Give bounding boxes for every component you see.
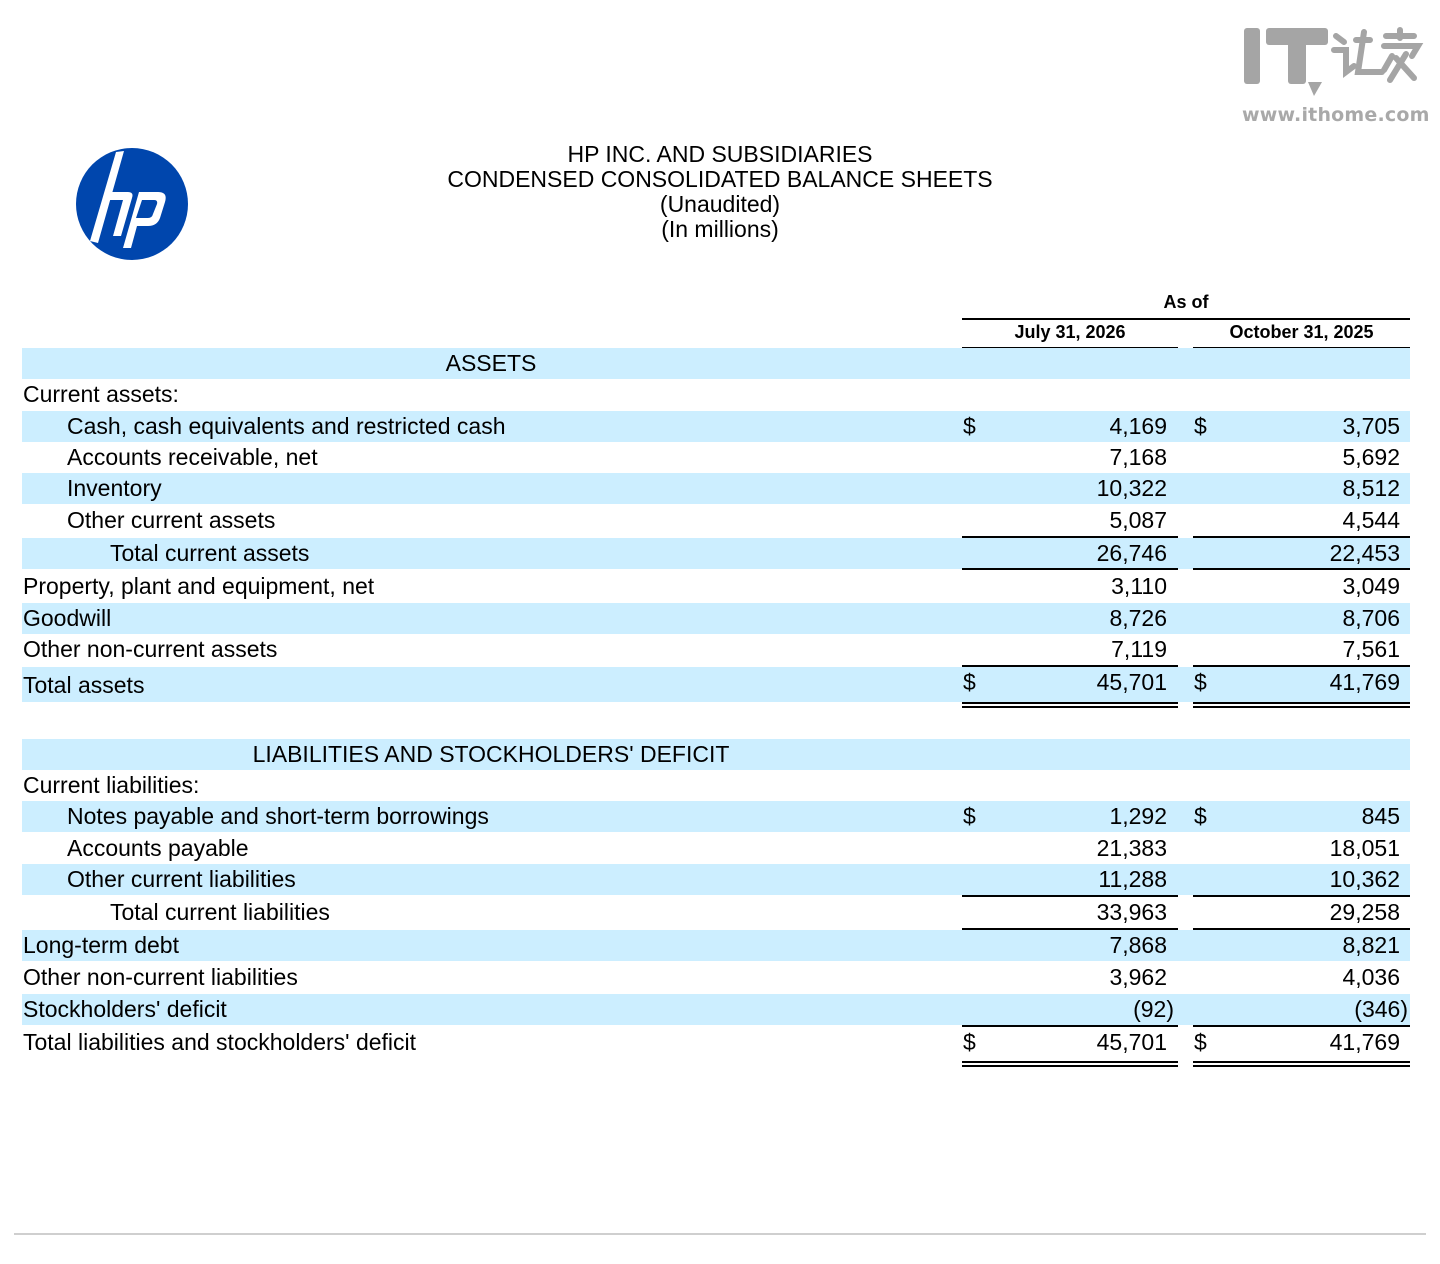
value-july-2026: 4,169 (1109, 413, 1167, 439)
value-october-2025: (346) (1354, 996, 1408, 1022)
value-october-2025: 8,821 (1342, 932, 1400, 958)
row-label: Total assets (23, 672, 145, 698)
value-july-2026: 33,963 (1096, 899, 1167, 925)
value-july-2026: 8,726 (1109, 605, 1167, 631)
subtotal-rule (962, 568, 1178, 570)
row-label: Other non-current liabilities (23, 964, 298, 990)
row-label: Goodwill (23, 605, 112, 631)
row-label: Long-term debt (23, 932, 179, 958)
row-label: Other non-current assets (23, 636, 278, 662)
value-october-2025: 41,769 (1329, 1029, 1400, 1055)
double-rule (1193, 702, 1410, 704)
table-row (22, 667, 1410, 702)
value-october-2025: 4,544 (1342, 507, 1400, 533)
subtotal-rule (1193, 568, 1410, 570)
value-october-2025: 3,049 (1342, 573, 1400, 599)
value-october-2025: 8,706 (1342, 605, 1400, 631)
double-rule (962, 1065, 1178, 1067)
currency-symbol: $ (1194, 1029, 1207, 1055)
liabilities-heading-row (22, 739, 1410, 770)
currency-symbol: $ (963, 413, 976, 439)
value-july-2026: 1,292 (1109, 803, 1167, 829)
table-row (22, 1027, 1410, 1062)
value-july-2026: 3,962 (1109, 964, 1167, 990)
assets-heading: ASSETS (445, 350, 537, 376)
table-row (22, 930, 1410, 961)
row-label: Accounts receivable, net (67, 444, 318, 470)
as-of-header: As of (1163, 292, 1209, 312)
currency-symbol: $ (1194, 803, 1207, 829)
row-label: Total current assets (110, 540, 310, 566)
row-label: Accounts payable (67, 835, 249, 861)
table-row (22, 442, 1410, 473)
column-header-july-2026: July 31, 2026 (1014, 322, 1126, 342)
statement-title: CONDENSED CONSOLIDATED BALANCE SHEETS (447, 166, 993, 192)
value-july-2026: 11,288 (1098, 866, 1167, 892)
value-october-2025: 29,258 (1329, 899, 1400, 925)
value-july-2026: 7,868 (1109, 932, 1167, 958)
value-october-2025: 8,512 (1342, 475, 1400, 501)
value-october-2025: 5,692 (1342, 444, 1400, 470)
value-july-2026: 45,701 (1096, 1029, 1167, 1055)
table-row (22, 801, 1410, 832)
row-label: Property, plant and equipment, net (23, 573, 375, 599)
table-row (22, 864, 1410, 895)
currency-symbol: $ (963, 803, 976, 829)
double-rule (1193, 706, 1410, 708)
double-rule (962, 1061, 1178, 1063)
row-label: Total current liabilities (110, 899, 330, 925)
value-july-2026: 21,383 (1096, 835, 1167, 861)
unaudited-note: (Unaudited) (659, 191, 781, 217)
value-october-2025: 4,036 (1342, 964, 1400, 990)
table-row (22, 833, 1410, 864)
value-july-2026: 7,119 (1111, 636, 1167, 662)
row-label: Inventory (67, 475, 162, 501)
value-october-2025: 7,561 (1342, 636, 1400, 662)
row-label: Total liabilities and stockholders' deficit (23, 1029, 417, 1055)
column-header-october-2025: October 31, 2025 (1229, 322, 1374, 342)
value-october-2025: 3,705 (1342, 413, 1400, 439)
value-october-2025: 41,769 (1329, 669, 1400, 695)
value-july-2026: 10,322 (1096, 475, 1167, 501)
page-bottom-divider (14, 1233, 1426, 1235)
table-row (22, 897, 1410, 928)
table-row (22, 962, 1410, 993)
row-label: Other current assets (67, 507, 276, 533)
row-label: Cash, cash equivalents and restricted cash (67, 413, 506, 439)
value-october-2025: 10,362 (1329, 866, 1400, 892)
table-row (22, 603, 1410, 634)
current-liabilities-heading: Current liabilities: (23, 772, 200, 798)
liabilities-heading: LIABILITIES AND STOCKHOLDERS' DEFICIT (252, 741, 730, 767)
units-note: (In millions) (661, 216, 779, 242)
currency-symbol: $ (963, 1029, 976, 1055)
row-label: Other current liabilities (67, 866, 296, 892)
value-october-2025: 22,453 (1329, 540, 1400, 566)
double-rule (962, 702, 1178, 704)
table-row (22, 994, 1410, 1025)
value-july-2026: 45,701 (1096, 669, 1167, 695)
double-rule (1193, 1065, 1410, 1067)
company-name: HP INC. AND SUBSIDIARIES (567, 141, 873, 167)
table-row (22, 634, 1410, 665)
watermark-url: www.ithome.com (1242, 104, 1430, 126)
statement-header (0, 142, 1440, 242)
double-rule (962, 706, 1178, 708)
currency-symbol: $ (1194, 413, 1207, 439)
table-row (22, 411, 1410, 442)
value-july-2026: 3,110 (1111, 573, 1167, 599)
table-row (22, 473, 1410, 504)
table-row (22, 505, 1410, 536)
value-october-2025: 845 (1361, 803, 1400, 829)
value-july-2026: 5,087 (1109, 507, 1167, 533)
row-label: Stockholders' deficit (23, 996, 227, 1022)
currency-symbol: $ (963, 669, 976, 695)
value-july-2026: (92) (1133, 996, 1174, 1022)
as-of-rule (962, 318, 1410, 320)
value-july-2026: 7,168 (1109, 444, 1167, 470)
row-label: Notes payable and short-term borrowings (67, 803, 489, 829)
table-row (22, 571, 1410, 602)
currency-symbol: $ (1194, 669, 1207, 695)
assets-heading-row (22, 348, 1410, 379)
double-rule (1193, 1061, 1410, 1063)
current-assets-heading-row (22, 379, 1410, 410)
current-liabilities-heading-row (22, 770, 1410, 801)
current-assets-heading: Current assets: (23, 381, 179, 407)
value-october-2025: 18,051 (1329, 835, 1400, 861)
table-row (22, 538, 1410, 569)
value-july-2026: 26,746 (1096, 540, 1167, 566)
